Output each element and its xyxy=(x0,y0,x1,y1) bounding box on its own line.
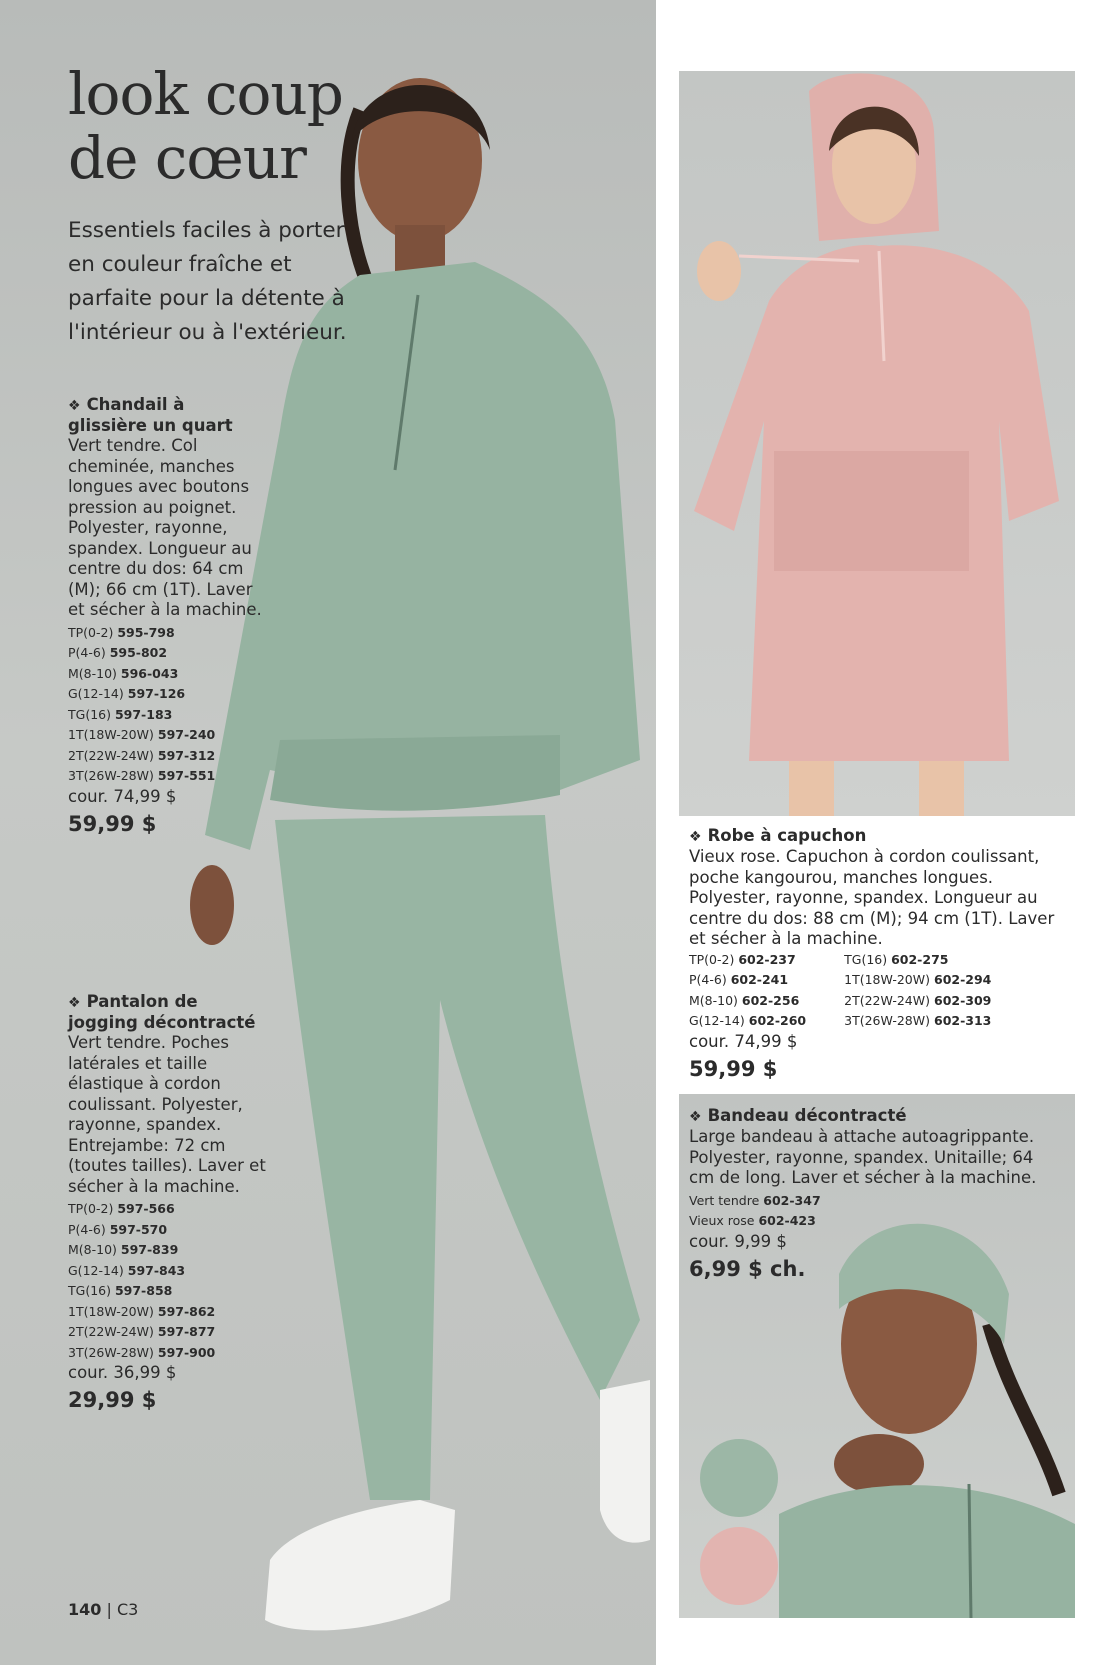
page-folio xyxy=(68,1600,138,1619)
regular-price: cour. 36,99 $ xyxy=(68,1363,177,1382)
bullet-icon: ❖ xyxy=(68,398,81,414)
sku-row: TG(16) 602-275 xyxy=(844,951,949,967)
product-name: ❖ Chandail à glissière un quart xyxy=(68,395,233,435)
product-description: Vert tendre. Col cheminée, manches longues avec boutons pression au poignet. Polyester, rayonne, spandex. Longueur au centre du dos: 64 cm (M); 66 cm (1T). Laver et sécher à la machine. xyxy=(68,436,262,619)
sku-list xyxy=(68,623,268,787)
product-headband xyxy=(689,1106,1049,1284)
sku-row: 3T(26W-28W) 597-900 xyxy=(68,1344,216,1360)
sku-list-right xyxy=(844,950,991,1032)
sku-columns xyxy=(689,950,1069,1032)
intro-text: Essentiels faciles à porter en couleur fraîche et parfaite pour la détente à l'intérieur ou à l'extérieur. xyxy=(68,218,347,345)
sale-price: 59,99 $ xyxy=(689,1056,778,1081)
sku-row: G(12-14) 597-126 xyxy=(68,686,186,701)
product-description: Large bandeau à attache autoagrippante. Polyester, rayonne, spandex. Unitaille; 64 cm de long. Laver et sécher à la machine. xyxy=(689,1127,1037,1187)
sku-row: P(4-6) 602-241 xyxy=(689,972,789,987)
sage-swatch xyxy=(700,1439,778,1517)
model-in-rose-hoodie-dress xyxy=(679,71,1075,816)
sku-row: 2T(22W-24W) 602-309 xyxy=(844,992,992,1008)
product-name: ❖ Pantalon de jogging décontracté xyxy=(68,992,256,1032)
sku-row: 1T(18W-20W) 602-294 xyxy=(844,972,992,987)
sale-price: 29,99 $ xyxy=(68,1388,157,1412)
bullet-icon: ❖ xyxy=(689,1109,702,1125)
sku-row: 1T(18W-20W) 597-240 xyxy=(68,727,216,742)
product-name: ❖ Robe à capuchon xyxy=(689,826,867,845)
product-description: Vieux rose. Capuchon à cordon coulissant, poche kangourou, manches longues. Polyester, rayonne, spandex. Longueur au centre du dos: 88 cm (M); 94 cm (1T). Laver et sécher à la machine. xyxy=(689,847,1055,948)
sku-list-left xyxy=(689,950,806,1032)
product-jogging-pants xyxy=(68,992,268,1415)
product-quarter-zip-sweater xyxy=(68,395,268,839)
sku-list xyxy=(68,1199,268,1363)
sku-row: P(4-6) 597-570 xyxy=(68,1221,168,1237)
bullet-icon: ❖ xyxy=(689,829,702,845)
sku-row: P(4-6) 595-802 xyxy=(68,645,168,660)
page-number: 140 xyxy=(68,1600,102,1619)
sale-price: 6,99 $ ch. xyxy=(689,1256,806,1281)
sku-row: TP(0-2) 595-798 xyxy=(68,624,175,640)
sku-row: M(8-10) 596-043 xyxy=(68,665,179,681)
section-code: C3 xyxy=(116,1600,139,1619)
sku-row: M(8-10) 597-839 xyxy=(68,1242,179,1257)
headline-line-2: de cœur xyxy=(68,124,306,192)
dress-photo xyxy=(679,71,1075,816)
sku-list xyxy=(689,1191,1049,1232)
sku-row: 2T(22W-24W) 597-312 xyxy=(68,747,216,763)
sku-row: 3T(26W-28W) 602-313 xyxy=(844,1013,992,1028)
product-hooded-dress xyxy=(689,826,1069,1084)
product-description: Vert tendre. Poches latérales et taille élastique à cordon coulissant. Polyester, rayonne, spandex. Entrejambe: 72 cm (toutes tailles). Laver et sécher à la machine. xyxy=(68,1033,266,1196)
sale-price: 59,99 $ xyxy=(68,811,157,836)
sku-row: G(12-14) 597-843 xyxy=(68,1262,186,1278)
sku-row: M(8-10) 602-256 xyxy=(689,992,800,1008)
sku-row: Vert tendre 602-347 xyxy=(689,1192,821,1208)
sku-row: Vieux rose 602-423 xyxy=(689,1213,816,1228)
sku-row: TP(0-2) 602-237 xyxy=(689,951,796,967)
product-name: ❖ Bandeau décontracté xyxy=(689,1106,907,1125)
sku-row: 2T(22W-24W) 597-877 xyxy=(68,1324,216,1339)
sku-row: 1T(18W-20W) 597-862 xyxy=(68,1303,216,1319)
regular-price: cour. 74,99 $ xyxy=(68,786,177,806)
folio-separator: | xyxy=(106,1600,112,1619)
regular-price: cour. 74,99 $ xyxy=(689,1031,798,1051)
regular-price: cour. 9,99 $ xyxy=(689,1231,787,1251)
rose-swatch xyxy=(700,1527,778,1605)
sku-row: TG(16) 597-858 xyxy=(68,1283,173,1298)
headline-line-1: look coup xyxy=(68,60,343,128)
sku-row: 3T(26W-28W) 597-551 xyxy=(68,768,216,783)
sku-row: TG(16) 597-183 xyxy=(68,706,173,722)
sku-row: G(12-14) 602-260 xyxy=(689,1013,807,1028)
sku-row: TP(0-2) 597-566 xyxy=(68,1201,175,1216)
bullet-icon: ❖ xyxy=(68,995,81,1011)
headline xyxy=(68,62,343,190)
